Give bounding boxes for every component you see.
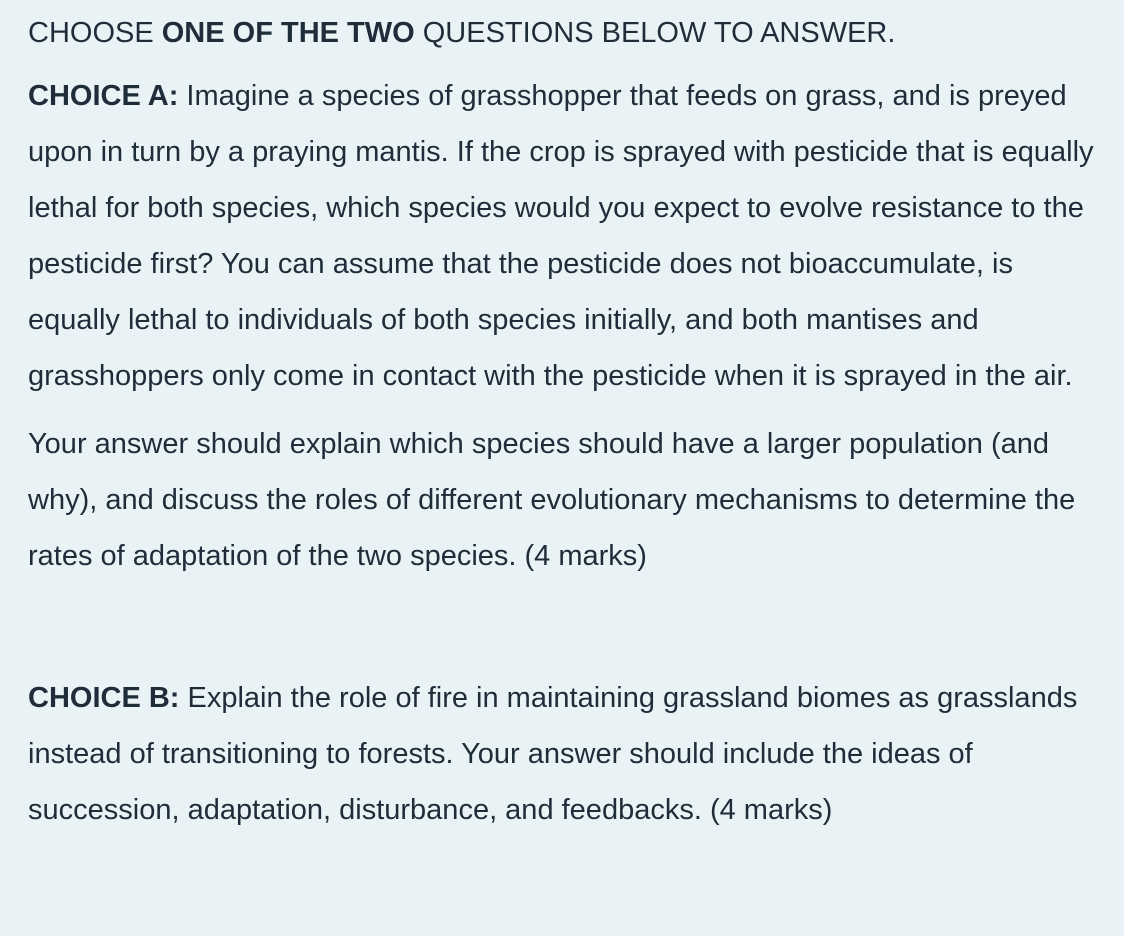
choice-a-question (28, 68, 1102, 404)
choice-b-question (28, 670, 1102, 838)
choice-b-label: CHOICE B: (28, 682, 180, 714)
instruction-heading (28, 14, 1102, 52)
choice-a-label: CHOICE A: (28, 80, 179, 112)
instruction-suffix: QUESTIONS BELOW TO ANSWER. (414, 17, 896, 49)
instruction-emphasis: ONE OF THE TWO (161, 17, 415, 49)
choice-a-instructions: Your answer should explain which species should have a larger population (and why), and discuss the roles of different evolutionary mechanisms to determine the rates of adaptation of the two species. (4 marks) (28, 428, 1076, 572)
instruction-prefix: CHOOSE (28, 17, 162, 49)
choice-a-text: Imagine a species of grasshopper that feeds on grass, and is preyed upon in turn by a praying mantis. If the crop is sprayed with pesticide that is equally lethal for both species, which species would you expect to evolve resistance to the pesticide first? You can assume that the pesticide does not bioaccumulate, is equally lethal to individuals of both species initially, and both mantises and grasshoppers only come in contact with the pesticide when it is sprayed in the air. (28, 80, 1094, 392)
choice-b-text: Explain the role of fire in maintaining grassland biomes as grasslands instead of transitioning to forests. Your answer should include the ideas of succession, adaptation, disturbance, and feedbacks. (4 marks) (28, 682, 1078, 826)
